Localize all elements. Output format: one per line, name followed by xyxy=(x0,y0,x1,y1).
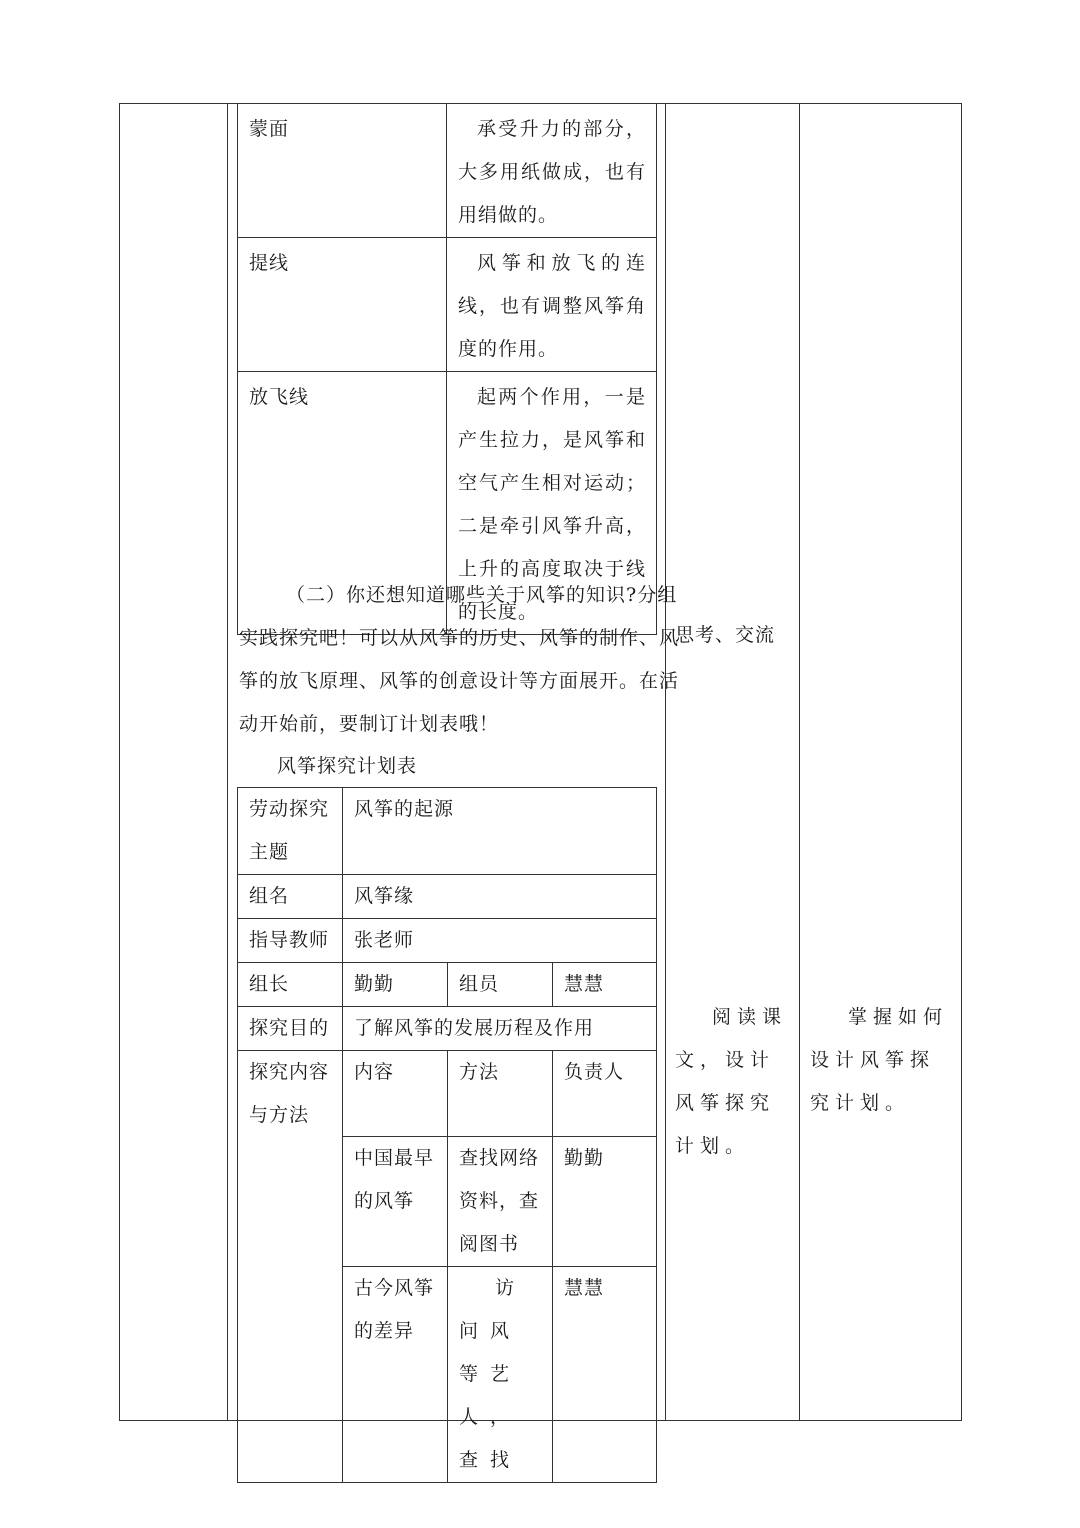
row-owner: 勤勤 xyxy=(553,1137,657,1267)
column-divider xyxy=(227,103,228,1421)
part-description: 风筝和放飞的连线，也有调整风筝角度的作用。 xyxy=(447,238,657,372)
purpose-value: 了解风筝的发展历程及作用 xyxy=(343,1007,657,1051)
table-row xyxy=(238,1051,657,1137)
column-divider xyxy=(665,103,666,1421)
plan-table-title: 风筝探究计划表 xyxy=(277,755,418,777)
paragraph-line: 动开始前，要制订计划表哦！ xyxy=(239,713,500,735)
leader-value: 勤勤 xyxy=(343,963,448,1007)
table-row xyxy=(238,919,657,963)
group-label: 组名 xyxy=(238,875,343,919)
kite-parts-table xyxy=(237,103,657,635)
table-row xyxy=(238,238,657,372)
teacher-label: 指导教师 xyxy=(238,919,343,963)
table-row xyxy=(238,104,657,238)
student-activity-1: 思考、交流 xyxy=(675,624,776,646)
row-content: 中国最早的风筝 xyxy=(343,1137,448,1267)
teacher-value: 张老师 xyxy=(343,919,657,963)
student-activity-2: 阅读课文，设计风筝探究计划。 xyxy=(675,1006,788,1157)
theme-value: 风筝的起源 xyxy=(343,788,657,875)
table-row xyxy=(238,875,657,919)
table-row xyxy=(238,788,657,875)
theme-label: 劳动探究主题 xyxy=(238,788,343,875)
paragraph-line: （二）你还想知道哪些关于风筝的知识?分组 xyxy=(286,584,678,606)
row-owner: 慧慧 xyxy=(553,1267,657,1483)
table-row xyxy=(238,963,657,1007)
design-intent: 掌握如何设计风筝探究计划。 xyxy=(810,1006,949,1114)
plan-table xyxy=(237,787,657,1483)
purpose-label: 探究目的 xyxy=(238,1007,343,1051)
column-divider xyxy=(799,103,800,1421)
part-name: 放飞线 xyxy=(238,372,447,635)
member-label: 组员 xyxy=(448,963,553,1007)
row-method: 访问风等艺人，查找 xyxy=(448,1267,553,1483)
content-method-label: 探究内容与方法 xyxy=(238,1051,343,1483)
row-method: 查找网络资料，查阅图书 xyxy=(448,1137,553,1267)
header-owner: 负责人 xyxy=(553,1051,657,1137)
part-description: 起两个作用，一是产生拉力，是风筝和空气产生相对运动；二是牵引风筝升高，上升的高度取决于线的长度。 xyxy=(447,372,657,635)
paragraph-line: 实践探究吧！可以从风筝的历史、风筝的制作、风 xyxy=(239,627,680,649)
part-name: 蒙面 xyxy=(238,104,447,238)
header-content: 内容 xyxy=(343,1051,448,1137)
row-content: 古今风筝的差异 xyxy=(343,1267,448,1483)
header-method: 方法 xyxy=(448,1051,553,1137)
table-row xyxy=(238,1007,657,1051)
leader-label: 组长 xyxy=(238,963,343,1007)
part-description: 承受升力的部分，大多用纸做成，也有用绢做的。 xyxy=(447,104,657,238)
group-value: 风筝缘 xyxy=(343,875,657,919)
member-value: 慧慧 xyxy=(553,963,657,1007)
paragraph-line: 筝的放飞原理、风筝的创意设计等方面展开。在活 xyxy=(239,670,680,692)
part-name: 提线 xyxy=(238,238,447,372)
